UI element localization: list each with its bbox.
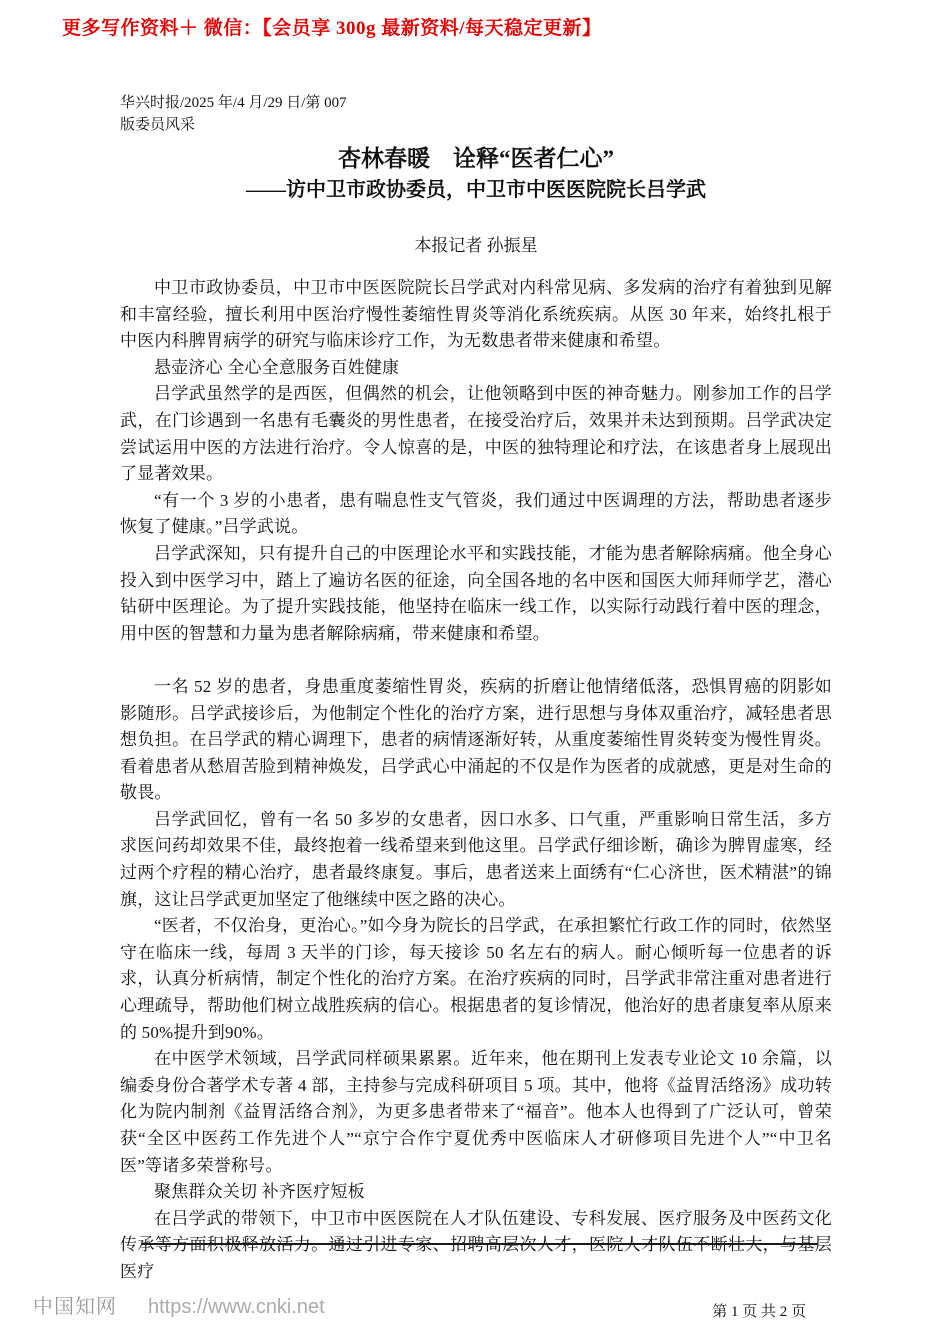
- paragraph: “医者，不仅治身，更治心。”如今身为院长的吕学武，在承担繁忙行政工作的同时，依然坚守在临床一线，每周 3 天半的门诊，每天接诊 50 名左右的病人。耐心倾听每一位患者的诉求，认真分析病情，制定个性化的治疗方案。在治疗疾病的同时，吕学武非常注重对患者进行心理疏导，帮助他们树立战胜疾病的信心。根据患者的复诊情况，他治好的患者康复率从原来的 50%提升到90%。: [120, 916, 832, 1042]
- publication-section-line: 版委员风采: [120, 117, 196, 133]
- cnki-site-url: https://www.cnki.net: [148, 1296, 325, 1318]
- section-subheading: 聚焦群众关切 补齐医疗短板: [154, 1182, 365, 1202]
- footer-divider: [142, 1243, 818, 1245]
- paragraph: 吕学武回忆，曾有一名 50 多岁的女患者，因口水多、口气重，严重影响日常生活，多方求医问药却效果不佳，最终抱着一线希望来到他这里。吕学武仔细诊断，确诊为脾胃虚寒，经过两个疗程的精心治疗，患者最终康复。事后，患者送来上面绣有“仁心济世，医术精湛”的锦旗，这让吕学武更加坚定了他继续中医之路的决心。: [120, 809, 832, 909]
- paragraph: 一名 52 岁的患者，身患重度萎缩性胃炎，疾病的折磨让他情绪低落，恐惧胃癌的阴影如影随形。吕学武接诊后，为他制定个性化的治疗方案，进行思想与身体双重治疗，减轻患者思想负担。在吕学武的精心调理下，患者的病情逐渐好转，从重度萎缩性胃炎转变为慢性胃炎。看着患者从愁眉苦脸到精神焕发，吕学武心中涌起的不仅是作为医者的成就感，更是对生命的敬畏。: [120, 676, 832, 803]
- article-subtitle: ——访中卫市政协委员，中卫市中医医院院长吕学武: [246, 179, 706, 201]
- paragraph: 吕学武深知，只有提升自己的中医理论水平和实践技能，才能为患者解除病痛。他全身心投入到中医学习中，踏上了遍访名医的征途，向全国各地的名中医和国医大师拜师学艺，潜心钻研中医理论。为了提升实践技能，他坚持在临床一线工作，以实际行动践行着中医的理念，用中医的智慧和力量为患者解除病痛，带来健康和希望。: [120, 543, 832, 643]
- document-page: [120, 92, 832, 1322]
- section-subheading: 悬壶济心 全心全意服务百姓健康: [154, 357, 400, 377]
- paragraph: 在吕学武的带领下，中卫市中医医院在人才队伍建设、专科发展、医疗服务及中医药文化传承等方面积极释放活力。通过引进专家、招聘高层次人才，医院人才队伍不断壮大，与基层医疗: [120, 1208, 832, 1281]
- promo-banner: 更多写作资料＋ 微信：【会员享 300g 最新资料/每天稳定更新】: [62, 18, 602, 39]
- paragraph: 在中医学术领域，吕学武同样硕果累累。近年来，他在期刊上发表专业论文 10 余篇，以编委身份合著学术专著 4 部，主持参与完成科研项目 5 项。其中，他将《益胃活络汤》成功转化为院内制剂《益胃活络合剂》，为更多患者带来了“福音”。他本人也得到了广泛认可，曾荣获“全区中医药工作先进个人”“京宁合作宁夏优秀中医临床人才研修项目先进个人”“中卫名医”等诸多荣誉称号。: [120, 1049, 832, 1175]
- paragraph: “有一个 3 岁的小患者，患有喘息性支气管炎，我们通过中医调理的方法，帮助患者逐步恢复了健康。”吕学武说。: [120, 490, 832, 537]
- publication-source-line: 华兴时报/2025 年/4 月/29 日/第 007: [120, 95, 347, 111]
- cnki-watermark: [33, 1293, 325, 1321]
- article-title: 杏林春暖 诠释“医者仁心”: [338, 146, 614, 171]
- paragraph-spacer: [120, 647, 832, 674]
- cnki-site-name: 中国知网: [33, 1296, 117, 1318]
- page-indicator: 第 1 页 共 2 页: [712, 1303, 806, 1320]
- article-byline: 本报记者 孙振星: [414, 236, 538, 255]
- paragraph: 吕学武虽然学的是西医，但偶然的机会，让他领略到中医的神奇魅力。刚参加工作的吕学武，在门诊遇到一名患有毛囊炎的男性患者，在接受治疗后，效果并未达到预期。吕学武决定尝试运用中医的方法进行治疗。令人惊喜的是，中医的独特理论和疗法，在该患者身上展现出了显著效果。: [120, 384, 832, 484]
- article-body: [120, 275, 832, 1286]
- paragraph: 中卫市政协委员，中卫市中医医院院长吕学武对内科常见病、多发病的治疗有着独到见解和丰富经验，擅长利用中医治疗慢性萎缩性胃炎等消化系统疾病。从医 30 年来，始终扎根于中医内科脾胃病学的研究与临床诊疗工作，为无数患者带来健康和希望。: [120, 278, 832, 351]
